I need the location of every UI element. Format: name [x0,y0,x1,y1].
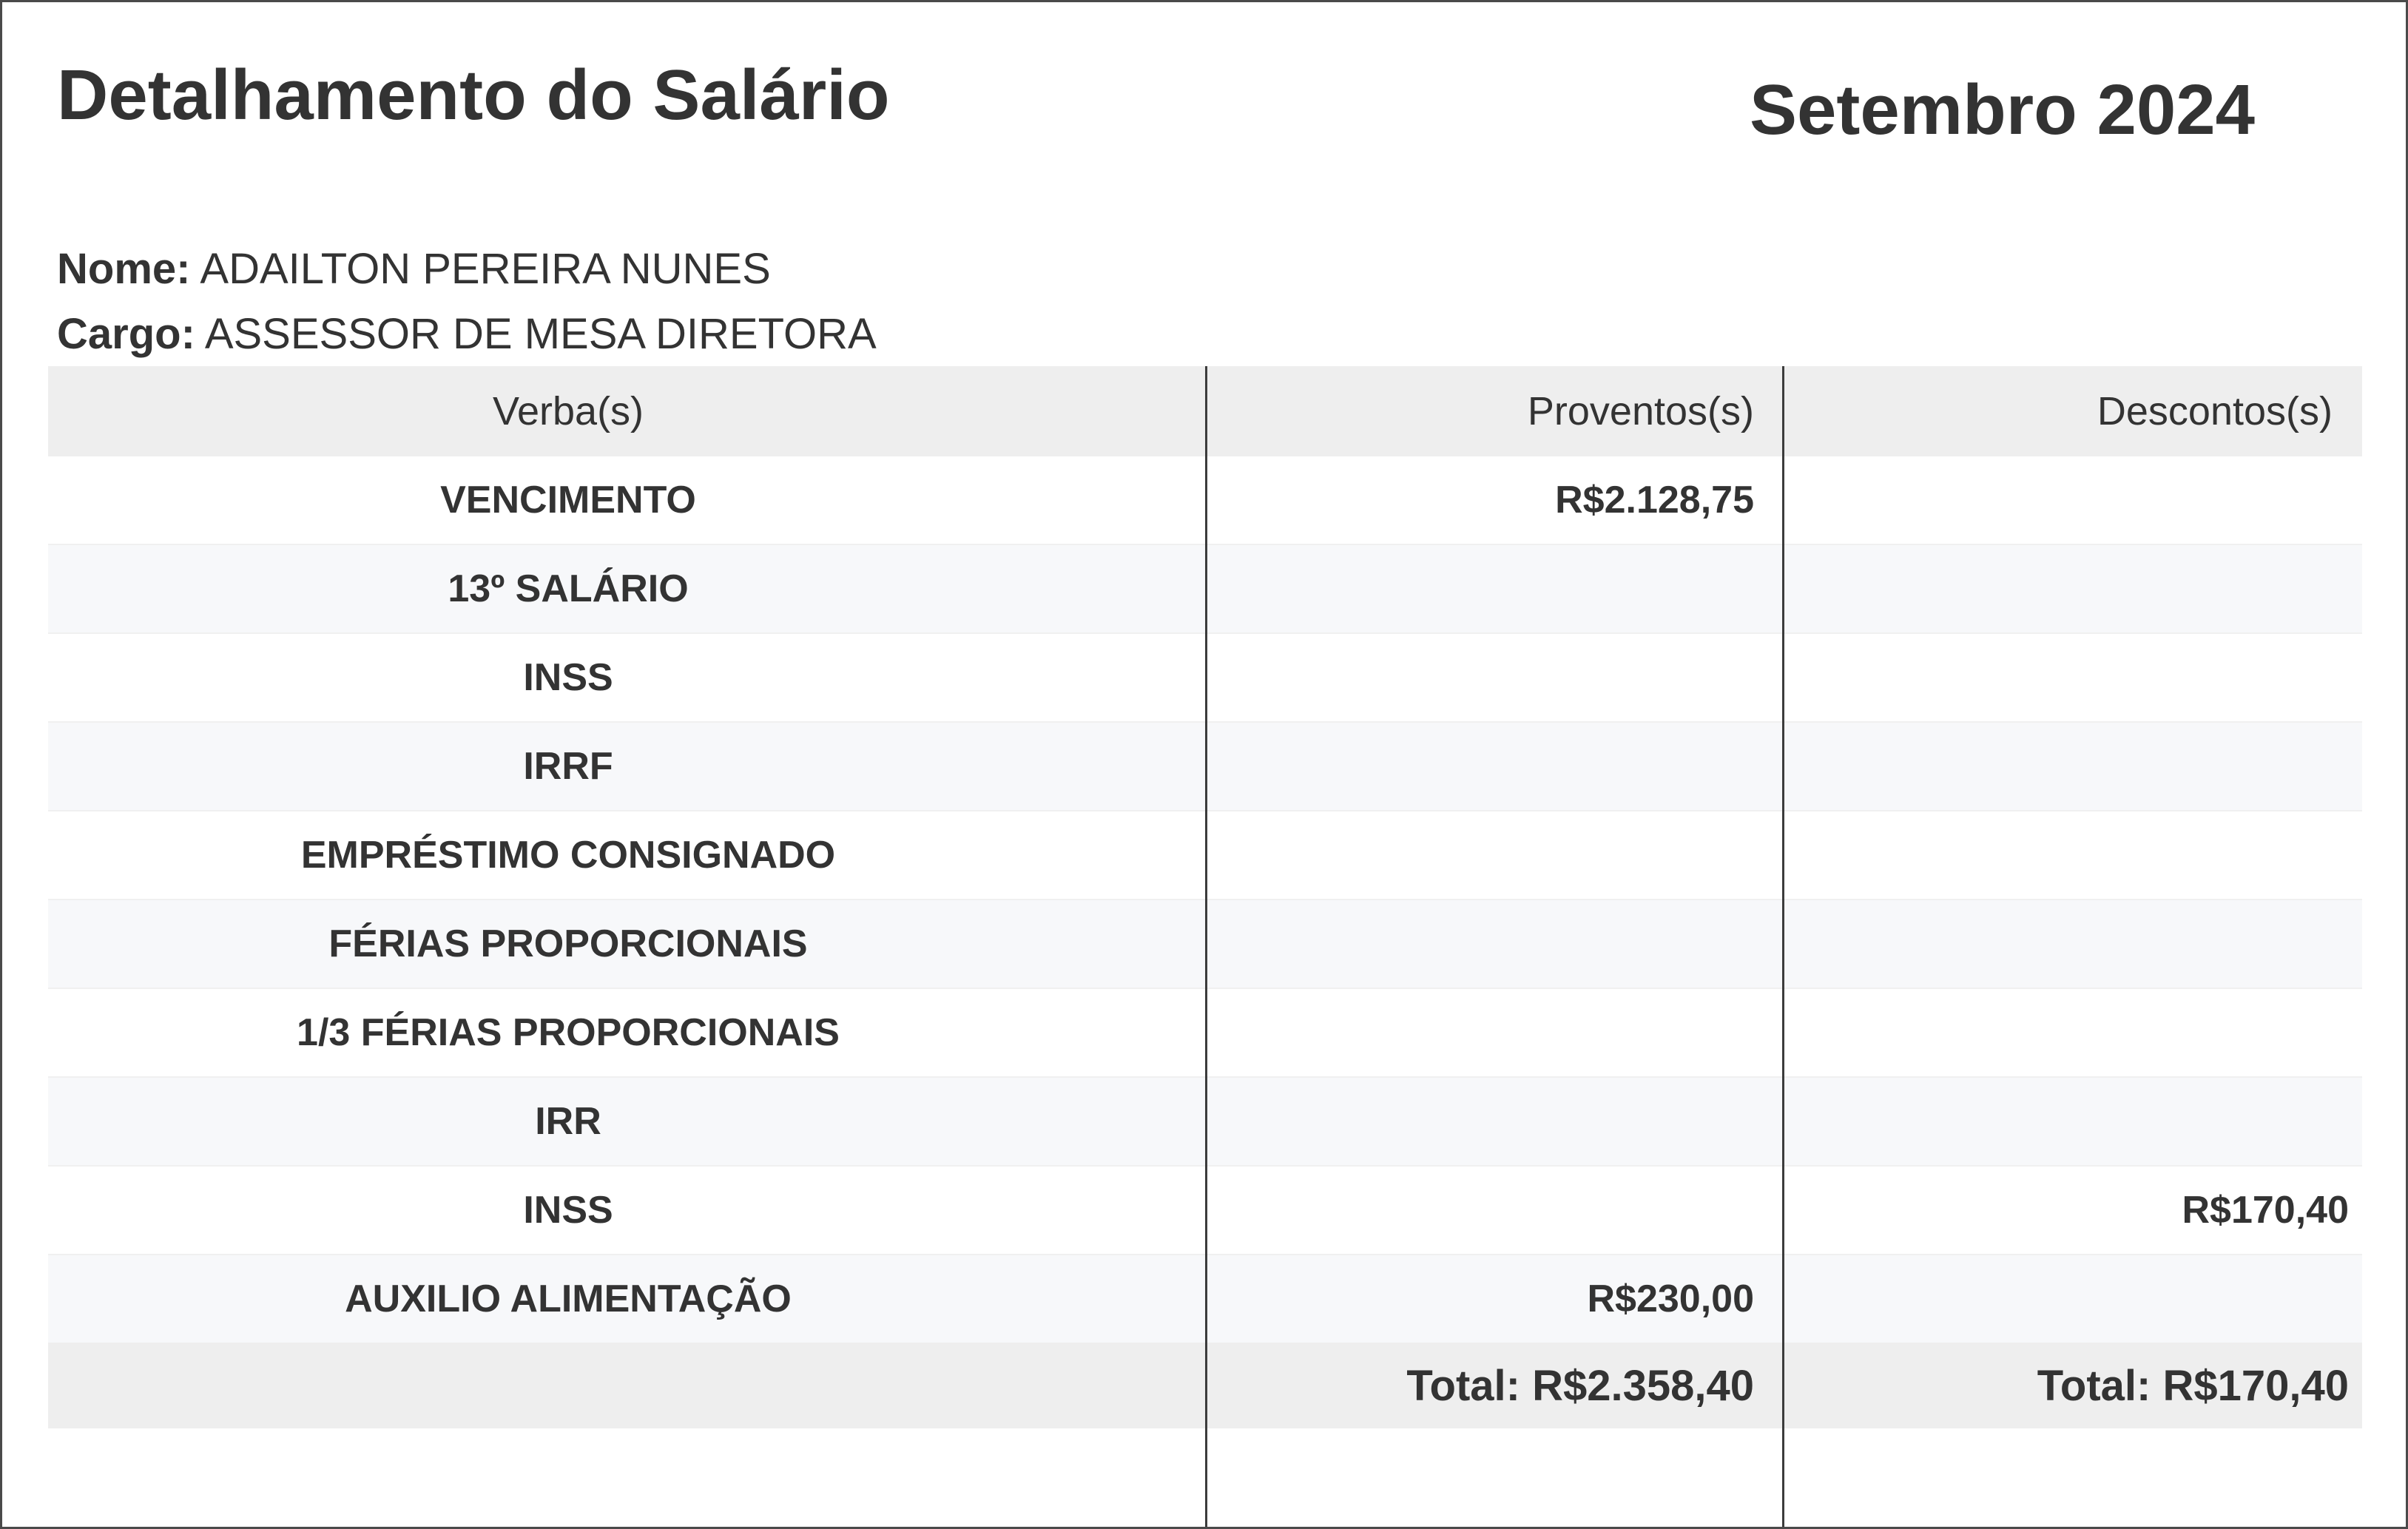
verba-cell: AUXILIO ALIMENTAÇÃO [345,1277,792,1320]
descontos-cell [1784,545,2362,632]
totals-spacer [48,1343,1207,1428]
verba-cell: IRR [535,1100,601,1143]
page-title: Detalhamento do Salário [57,55,890,135]
column-header-verba: Verba(s) [492,389,644,433]
column-header-descontos: Descontos(s) [2097,389,2333,433]
descontos-cell [1784,811,2362,899]
descontos-cell [1784,900,2362,988]
proventos-cell [1207,811,1784,899]
descontos-cell: R$170,40 [2182,1189,2349,1232]
verba-cell: INSS [523,656,613,699]
proventos-cell [1207,989,1784,1076]
verba-cell: VENCIMENTO [440,479,696,522]
period-label: Setembro 2024 [1750,70,2256,149]
proventos-cell: R$2.128,75 [1555,479,1754,522]
name-label: Nome: [57,245,191,293]
descontos-cell [1784,634,2362,721]
descontos-cell [1784,456,2362,544]
column-header-proventos: Proventos(s) [1527,389,1754,433]
employee-name [57,245,771,293]
verba-cell: IRRF [523,745,613,788]
column-divider [1782,366,1784,1527]
total-proventos: Total: R$2.358,40 [1406,1361,1754,1410]
verba-cell: INSS [523,1189,613,1232]
total-descontos: Total: R$170,40 [2037,1361,2349,1410]
descontos-cell [1784,1078,2362,1165]
role-label: Cargo: [57,310,195,358]
verba-cell: FÉRIAS PROPORCIONAIS [328,922,808,965]
descontos-cell [1784,1255,2362,1343]
proventos-cell [1207,900,1784,988]
proventos-cell: R$230,00 [1587,1277,1754,1320]
proventos-cell [1207,1167,1784,1254]
verba-cell: 13º SALÁRIO [448,567,689,610]
descontos-cell [1784,989,2362,1076]
name-value: ADAILTON PEREIRA NUNES [200,245,771,293]
descontos-cell [1784,723,2362,810]
role-value: ASSESSOR DE MESA DIRETORA [204,310,877,358]
employee-role [57,310,877,358]
verba-cell: 1/3 FÉRIAS PROPORCIONAIS [297,1011,840,1054]
proventos-cell [1207,545,1784,632]
proventos-cell [1207,634,1784,721]
proventos-cell [1207,1078,1784,1165]
verba-cell: EMPRÉSTIMO CONSIGNADO [300,834,836,877]
proventos-cell [1207,723,1784,810]
column-divider [1205,366,1207,1527]
